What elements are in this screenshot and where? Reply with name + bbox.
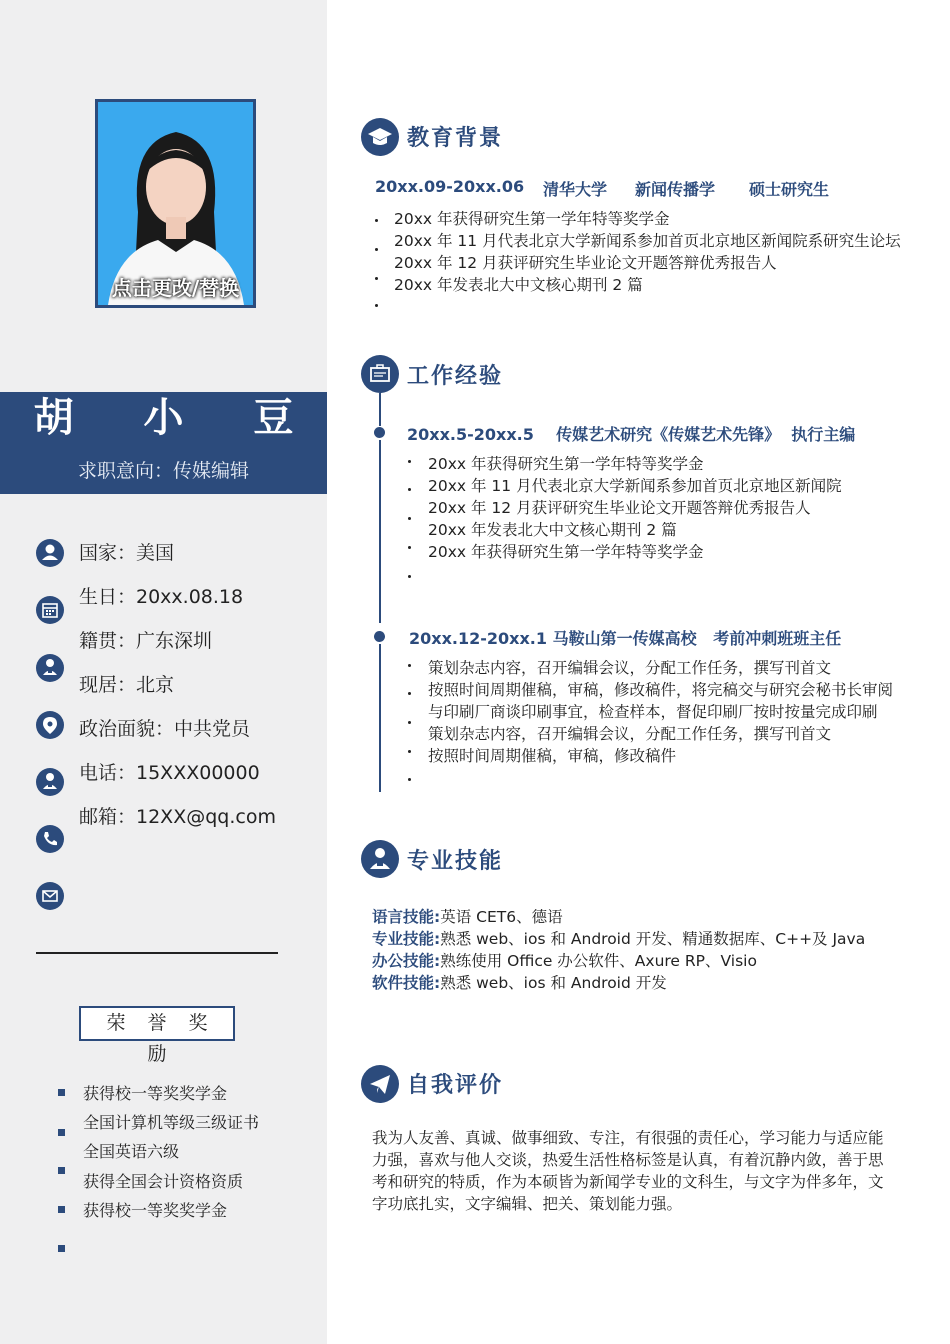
bullet-square [58, 1129, 65, 1136]
info-country: 国家：美国 [79, 542, 175, 564]
education-degree: 硕士研究生 [749, 180, 830, 199]
self-eval-title: 自我评价 [407, 1073, 504, 1098]
timeline-line [379, 644, 381, 792]
education-item: 20xx 年获得研究生第一学年特等奖学金 [394, 210, 670, 228]
job-item: 20xx 年发表北大中文核心期刊 2 篇 [428, 521, 677, 539]
job-intent: 求职意向：传媒编辑 [77, 460, 249, 482]
bullet-dot [408, 575, 411, 578]
bullet-square [58, 1245, 65, 1252]
info-birthday: 生日：20xx.08.18 [79, 586, 244, 608]
skill-label: 语言技能: [372, 908, 441, 926]
calendar-icon [36, 596, 64, 624]
graduation-cap-icon [361, 118, 399, 156]
bullet-dot [408, 517, 411, 520]
skill-row [372, 927, 865, 949]
skill-label: 办公技能: [372, 952, 441, 970]
skill-value: 英语 CET6、德语 [440, 908, 563, 926]
bullet-dot [408, 721, 411, 724]
honor-item: 获得校一等奖奖学金 [83, 1201, 228, 1220]
work-title: 工作经验 [407, 364, 504, 389]
location-pin-icon [36, 711, 64, 739]
timeline-line [379, 440, 381, 623]
education-school: 清华大学 [543, 180, 608, 199]
bullet-square [58, 1089, 65, 1096]
phone-icon [36, 825, 64, 853]
user-lock-icon [36, 768, 64, 796]
info-hometown: 籍贯：广东深圳 [79, 630, 213, 652]
bullet-square [58, 1167, 65, 1174]
skill-row [372, 905, 563, 927]
name-banner [0, 392, 327, 494]
job-item: 策划杂志内容，召开编辑会议，分配工作任务，撰写刊首文 [428, 725, 832, 743]
user-icon [36, 539, 64, 567]
skill-value: 熟练使用 Office 办公软件、Axure RP、Visio [440, 952, 757, 970]
bullet-dot [375, 248, 378, 251]
education-item: 20xx 年发表北大中文核心期刊 2 篇 [394, 276, 643, 294]
education-major: 新闻传播学 [635, 180, 716, 199]
bullet-dot [408, 546, 411, 549]
info-phone: 电话：15XXX00000 [79, 762, 260, 784]
honor-item: 全国计算机等级三级证书 [83, 1113, 260, 1132]
bullet-dot [408, 488, 411, 491]
job-item: 与印刷厂商谈印刷事宜，检查样本，督促印刷厂按时按量完成印刷 [428, 703, 878, 721]
education-item: 20xx 年 12 月获评研究生毕业论文开题答辩优秀报告人 [394, 254, 777, 272]
timeline-line [379, 393, 381, 426]
timeline-dot [374, 631, 385, 642]
bullet-dot [408, 664, 411, 667]
bullet-dot [408, 460, 411, 463]
info-political: 政治面貌：中共党员 [79, 718, 251, 740]
job-item: 20xx 年 11 月代表北京大学新闻系参加首页北京地区新闻院 [428, 477, 842, 495]
skill-row [372, 971, 667, 993]
skill-label: 软件技能: [372, 974, 441, 992]
profile-photo[interactable] [95, 99, 256, 308]
paper-plane-icon [361, 1065, 399, 1103]
info-residence: 现居：北京 [79, 674, 175, 696]
skill-value: 熟悉 web、ios 和 Android 开发、精通数据库、C++及 Java [440, 930, 866, 948]
timeline-dot [374, 427, 385, 438]
bullet-dot [408, 750, 411, 753]
honor-item: 获得全国会计资格资质 [83, 1172, 244, 1191]
bullet-dot [375, 219, 378, 222]
photo-caption[interactable]: 点击更改/替换 [111, 276, 240, 300]
job-item: 20xx 年获得研究生第一学年特等奖学金 [428, 543, 704, 561]
job-header: 20xx.5-20xx.5 传媒艺术研究《传媒艺术先锋》 执行主编 [407, 425, 856, 444]
bullet-square [58, 1206, 65, 1213]
skills-title: 专业技能 [407, 849, 504, 874]
user-skill-icon [361, 840, 399, 878]
bullet-dot [408, 778, 411, 781]
job-item: 策划杂志内容，召开编辑会议，分配工作任务，撰写刊首文 [428, 659, 832, 677]
job-item: 按照时间周期催稿，审稿，修改稿件，将完稿交与研究会秘书长审阅 [428, 681, 894, 699]
briefcase-icon [361, 355, 399, 393]
info-email: 邮箱：12XX@qq.com [79, 806, 276, 828]
job-item: 按照时间周期催稿，审稿，修改稿件 [428, 747, 677, 765]
skill-row [372, 949, 757, 971]
bullet-dot [375, 304, 378, 307]
bullet-dot [408, 692, 411, 695]
sidebar-divider [36, 952, 278, 954]
mail-icon [36, 882, 64, 910]
education-period: 20xx.09-20xx.06 [375, 177, 525, 196]
job-item: 20xx 年获得研究生第一学年特等奖学金 [428, 455, 704, 473]
honors-title: 荣 誉 奖 励 [79, 1006, 235, 1041]
skill-label: 专业技能: [372, 930, 441, 948]
education-title: 教育背景 [407, 126, 504, 151]
self-eval-text: 我为人友善、真诚、做事细致、专注，有很强的责任心，学习能力与适应能力强，喜欢与他人交谈，热爱生活性格标签是认真，有着沉静内敛，善于思考和研究的特质，作为本硕皆为新闻学专业的文科生，与文字为伴多年，文字功底扎实，文字编辑、把关、策划能力强。 [372, 1129, 884, 1213]
education-item: 20xx 年 11 月代表北京大学新闻系参加首页北京地区新闻院系研究生论坛 [394, 232, 901, 250]
job-header: 20xx.12-20xx.1 马鞍山第一传媒高校 考前冲刺班班主任 [409, 629, 842, 648]
skill-value: 熟悉 web、ios 和 Android 开发 [440, 974, 667, 992]
bullet-dot [375, 277, 378, 280]
job-item: 20xx 年 12 月获评研究生毕业论文开题答辩优秀报告人 [428, 499, 811, 517]
user-lock-icon [36, 654, 64, 682]
honor-item: 全国英语六级 [83, 1142, 180, 1161]
honor-item: 获得校一等奖奖学金 [83, 1084, 228, 1103]
candidate-name: 胡 小 豆 [33, 395, 322, 441]
